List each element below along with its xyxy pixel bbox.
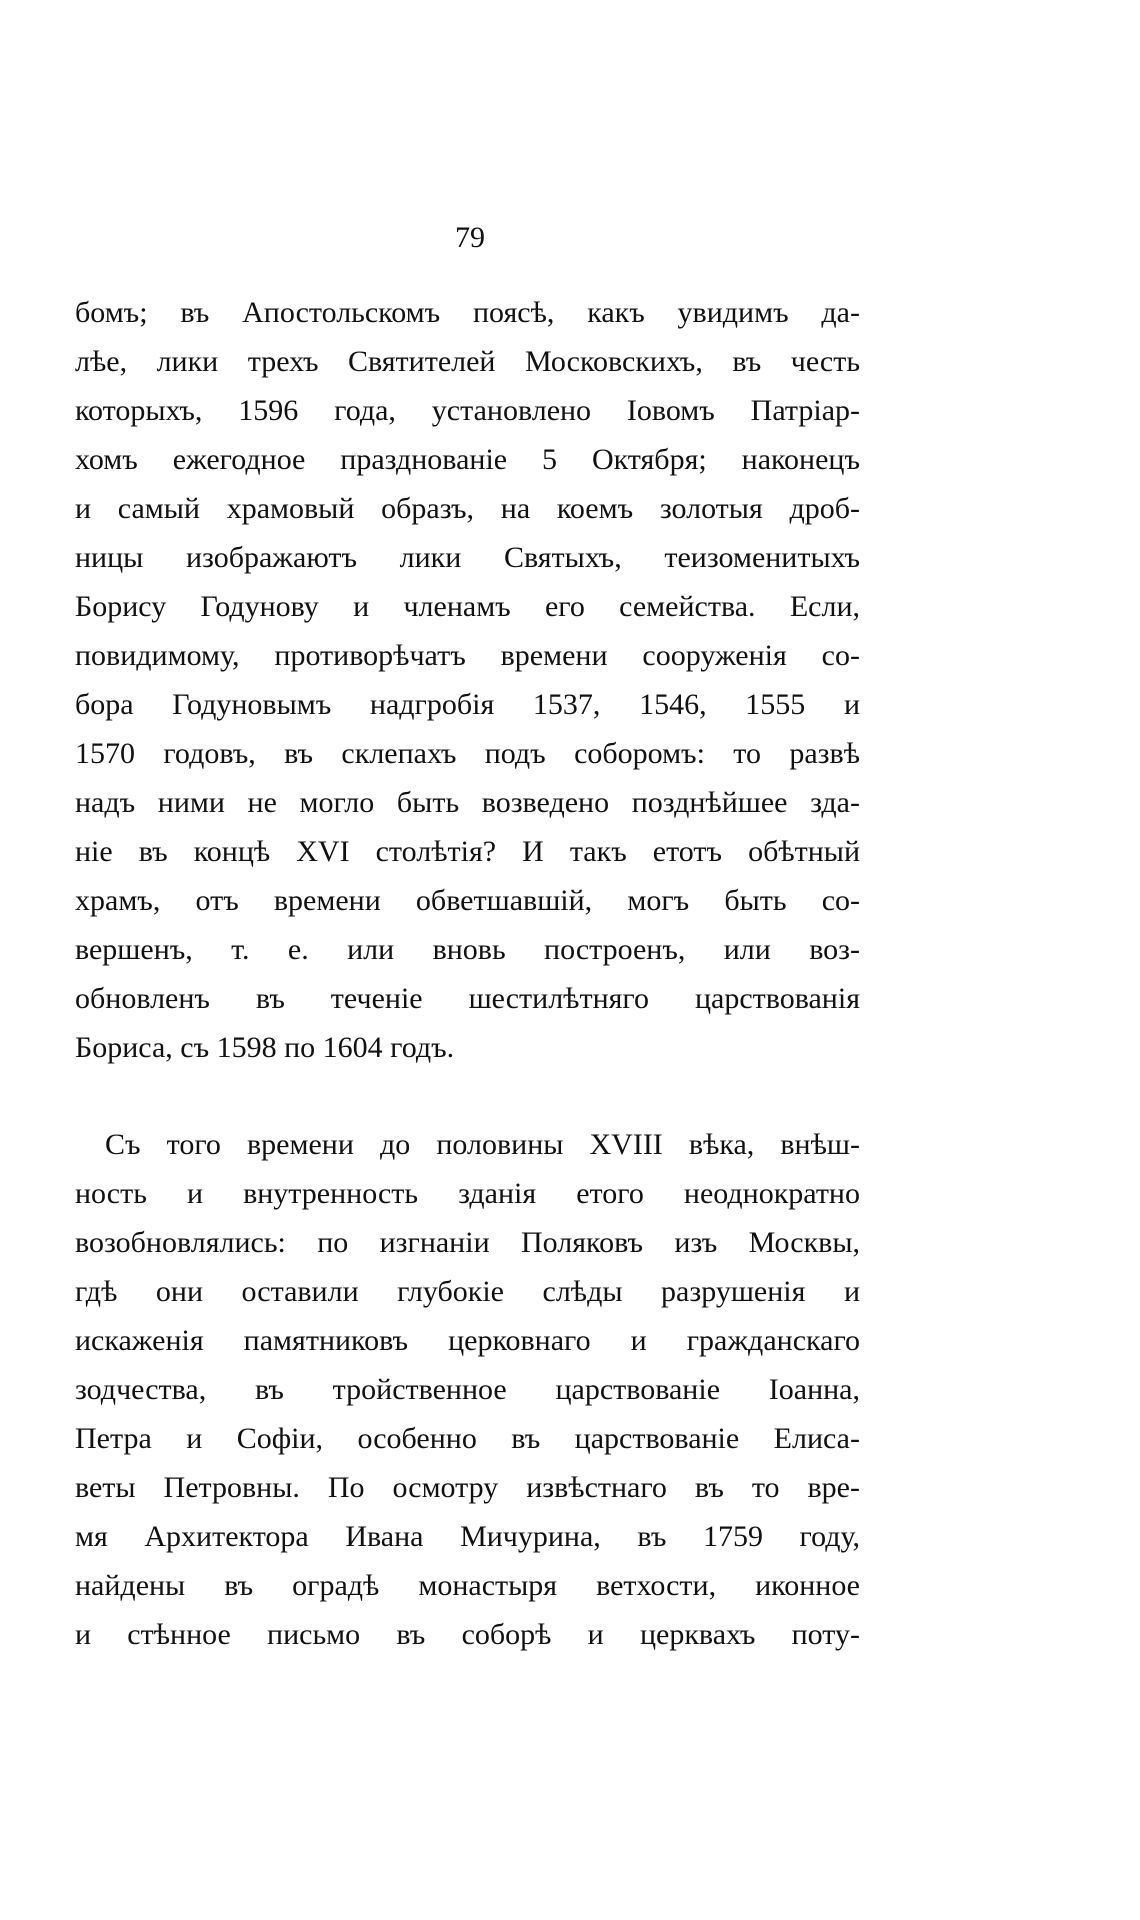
text-line: хомъ ежегодное празднованіе 5 Октября; наконецъ [75, 443, 860, 476]
paragraph-2 [75, 1120, 860, 1659]
text-line: которыхъ, 1596 года, установлено Іовомъ Патріар- [75, 394, 860, 427]
text-line: обновленъ въ теченіе шестилѣтняго царствованія [75, 982, 860, 1015]
text-line: веты Петровны. По осмотру извѣстнаго въ то вре- [75, 1471, 860, 1504]
text-line: лѣе, лики трехъ Святителей Московскихъ, въ честь [75, 345, 860, 378]
text-line: Борису Годунову и членамъ его семейства. Если, [75, 590, 860, 623]
text-line: надъ ними не могло быть возведено позднѣйшее зда- [75, 786, 860, 819]
text-line: найдены въ оградѣ монастыря ветхости, иконное [75, 1569, 860, 1602]
text-line: мя Архитектора Ивана Мичурина, въ 1759 году, [75, 1520, 860, 1553]
text-line: ность и внутренность зданія етого неоднократно [75, 1177, 860, 1210]
text-line: храмъ, отъ времени обветшавшій, могъ быть со- [75, 884, 860, 917]
text-line: Бориса, съ 1598 по 1604 годъ. [75, 1031, 455, 1064]
text-line: повидимому, противорѣчатъ времени сооруженія со- [75, 639, 860, 672]
text-line: бомъ; въ Апостольскомъ поясѣ, какъ увидимъ да- [75, 296, 860, 329]
text-line: бора Годуновымъ надгробія 1537, 1546, 1555 и [75, 688, 860, 721]
page-number: 79 [455, 221, 485, 254]
text-line: вершенъ, т. е. или вновь построенъ, или воз- [75, 933, 860, 966]
text-line: возобновлялись: по изгнаніи Поляковъ изъ Москвы, [75, 1226, 860, 1259]
text-line: Петра и Софіи, особенно въ царствованіе Елиса- [75, 1422, 860, 1455]
text-line: зодчества, въ тройственное царствованіе Іоанна, [75, 1373, 860, 1406]
text-line: искаженія памятниковъ церковнаго и гражданскаго [75, 1324, 860, 1357]
text-line: гдѣ они оставили глубокіе слѣды разрушенія и [75, 1275, 860, 1308]
text-line: ницы изображаютъ лики Святыхъ, теизоменитыхъ [75, 541, 860, 574]
text-line: Съ того времени до половины XVIII вѣка, внѣш- [105, 1128, 860, 1161]
text-line: 1570 годовъ, въ склепахъ подъ соборомъ: то развѣ [75, 737, 860, 770]
text-line: и самый храмовый образъ, на коемъ золотыя дроб- [75, 492, 860, 525]
text-line: и стѣнное письмо въ соборѣ и церквахъ поту- [75, 1618, 860, 1651]
text-line: ніе въ концѣ XVI столѣтія? И такъ етотъ обѣтный [75, 835, 860, 868]
paragraph-1 [75, 288, 860, 1072]
